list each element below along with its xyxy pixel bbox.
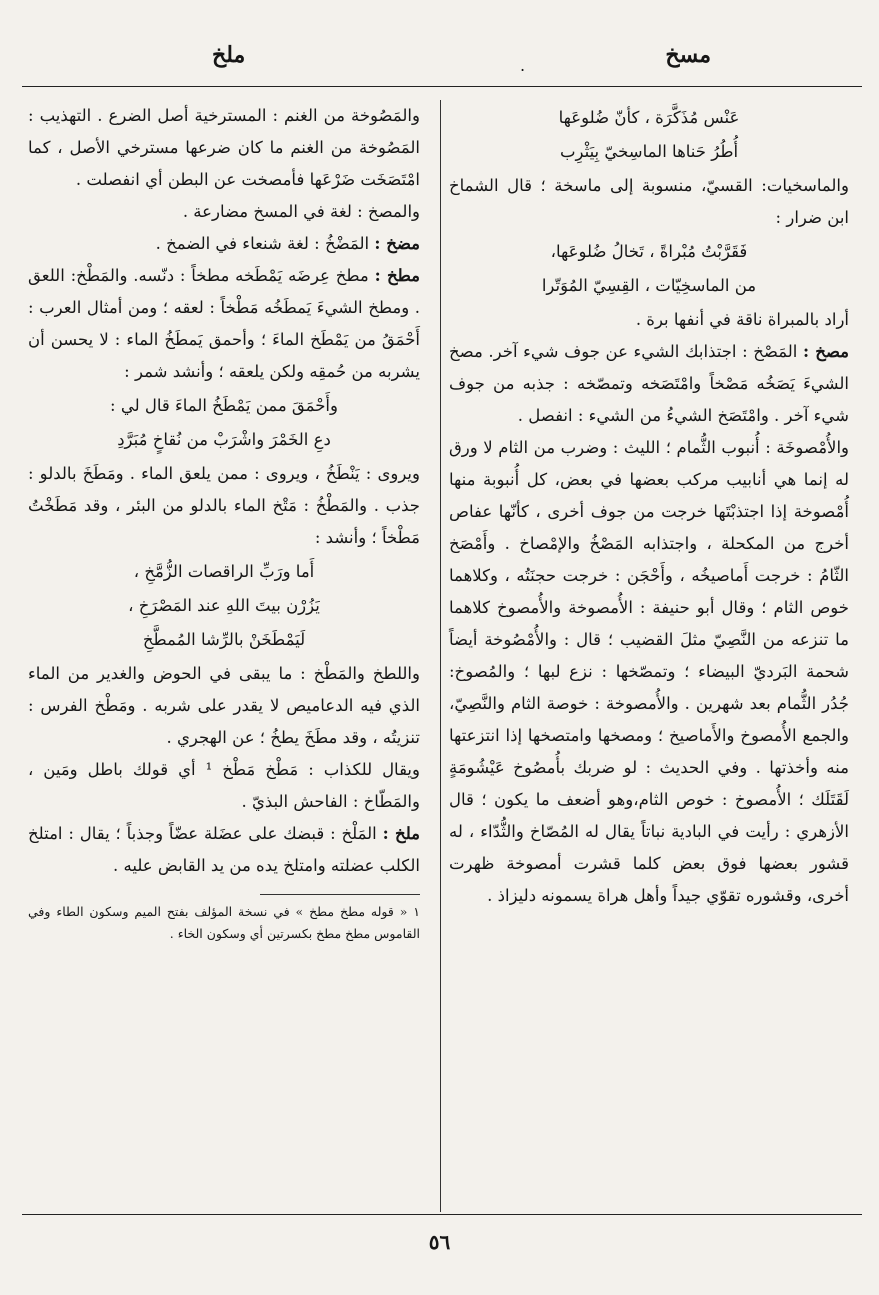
verse-line: أُطُرُ حَناها الماسِخيّ بِيَثْرِب	[559, 142, 739, 161]
entry-headword: ملخ :	[382, 824, 420, 843]
page-number: ٥٦	[428, 1230, 451, 1254]
paragraph: والأُمْصوخَة : أُنبوب الثُّمام ؛ الليث : وضرب من الثام لا ورق له إنما هي أنابيب مركب بعضها في بعض، كل أُنبوبة منها أُمْصوخة إذا اجتذبْتَها خرجت من جوف أخرى ، كأنّها عفاص أخرج من المكحلة ، واجتذابه المَصْخُ والإمْصاخ . وأَمْصَخ الثّامُ : خرجت أَماصيخُه ، وأَحْجَن : خرجت حجنَتُه ، وكلاهما خوص الثام ؛ وقال أبو حنيفة : الأُمصوخة والأُمصوخ كلاهما ما تنزعه من النَّصِيّ مثلَ القضيب ؛ قال : والأُمْصُوخة أيضاً شحمة البَرديّ البيضاء ؛ وتمصّخها : نزع لبها ؛ والمُصوخ: جُدُر الثُّمام بعد شهرين . والأُمصوخة : خوصة الثام والنَّصِيّ، والجمع الأُمصوخ والأَماصيخ ؛ ومصخها وامتصخها إذا انتزعتها منه وأخذتها . وفي الحديث : لو ضربك بأُمصُوخ عَيْشُومَةٍ لَقَتَلَك ؛ الأُمصوخ : خوص الثام،وهو أضعف ما يكون ؛ قال الأزهري : رأيت في البادية نباتاً يقال له المُصّاخ والثُّدّاء ، له قشور بعضها فوق بعض كلما قشرت أمصوخة ظهرت أخرى، وقشوره تقوّي جيداً وأهل هراة يسمونه دليزاذ .	[449, 438, 849, 905]
entry-text: المَصْخ : اجتذابك الشيء عن جوف شيء آخر. مصخ الشيءَ يَصَخُه مَصْخاً وامْتَصَخه وتمصّخه : جذبه من جوف شيء آخر . وامْتَصَخ الشيءُ من الشيء : انفصل .	[449, 342, 849, 425]
entry-text: مطخ عِرضَه يَمْطَخه مطخاً : دنّسه. والمَطْخ: اللعق . ومطخ الشيءَ يَمطَخُه مَطْخاً : لعقه ؛ ومن أمثال العرب : أَحْمَقُ من يَمْطَخ الماءَ ؛ وأحمق يَمطَخُ الماء : لا يحسن أن يشربه من حُمقِه ولكن يلعقه ؛ وأنشد شمر :	[28, 266, 420, 381]
entry-headword: مصخ :	[803, 342, 849, 361]
header-word-right: مسخ	[665, 42, 711, 68]
verse-line: لَيَمْطَخَنْ بالرِّشا المُمطَّخِ	[142, 630, 306, 649]
footer-rule	[22, 1214, 862, 1215]
paragraph: ويروى : يَنْطَخُ ، ويروى : ممن يلعق الماء . ومَطَخَ بالدلو : جذب . والمَطْخُ : مَتْخ الماء بالدلو من البئر ، وقد مَطَخْتُ مَطْخاً ؛ وأنشد :	[28, 464, 420, 547]
header-dot: .	[520, 56, 526, 75]
paragraph: أراد بالمبراة ناقة في أنفها برة .	[635, 310, 849, 329]
verse-line: وأَحْمَقَ ممن يَمْطَخُ الماءَ قال لي :	[110, 396, 338, 415]
footnote-rule	[260, 894, 420, 895]
right-column	[449, 100, 849, 912]
left-column	[28, 100, 420, 945]
entry-headword: مضخ :	[374, 234, 420, 253]
column-separator	[440, 100, 441, 1212]
header-rule	[22, 86, 862, 87]
entry-paragraph	[449, 336, 849, 432]
entry-paragraph	[28, 260, 420, 388]
entry-headword: مطخ :	[374, 266, 421, 285]
entry-text: المَلْخ : قبضك على عضَلة عضّاً وجذباً ؛ يقال : امتلخ الكلب عضلته وامتلخ يده من يد القابض عليه .	[28, 824, 420, 875]
entry-text: المَضْخُ : لغة شنعاء في الضمخ .	[155, 234, 370, 253]
verse-line: فَقَرَّبْتُ مُبْراةً ، تَخالُ ضُلوعَها،	[550, 242, 748, 261]
paragraph: واللطخ والمَطْخ : ما يبقى في الحوض والغدير من الماء الذي فيه الدعاميص لا يقدر على شربه . ومَطْخ الفرس : تنزيتُه ، وقد مطَخَ يطخُ ؛ عن الهجري .	[28, 664, 420, 747]
verse-line: أَما ورَبِّ الراقصات الزُّمَّخِ ،	[133, 562, 315, 581]
verse-line: يَزُرْن بيتَ اللهِ عند المَصْرَخِ ،	[128, 596, 320, 615]
paragraph: والمصخ : لغة في المسخ مضارعة .	[182, 202, 420, 221]
entry-paragraph	[28, 818, 420, 882]
paragraph: والمَصُوخة من الغنم : المسترخية أصل الضرع . التهذيب : المَصُوخة من الغنم ما كان ضرعها مسترخي الأصل ، كما امْتَصَخَت ضَرْعَها فأمصخت عن البطن أي انفصلت .	[28, 106, 420, 189]
entry-paragraph	[28, 228, 420, 260]
footnote: ١ « قوله مطخ مطخ » في نسخة المؤلف بفتح الميم وسكون الطاء وفي القاموس مطخ مطخ بكسرتين أي وسكون الخاء .	[28, 904, 420, 941]
verse-line: عَنْس مُذَكَّرَة ، كأنّ ضُلوعَها	[558, 108, 740, 127]
paragraph: والماسخيات: القسيّ، منسوبة إلى ماسخة ؛ قال الشماخ ابن ضرار :	[449, 176, 849, 227]
header-word-left: ملخ	[212, 42, 246, 68]
verse-line: من الماسخِيّات ، القِسِيّ المُوَتّرا	[541, 276, 757, 295]
paragraph: ويقال للكذاب : مَطْخ مَطْخ ¹ أي قولك باطل ومَين ، والمَطّاخ : الفاحش البذيّ .	[28, 760, 420, 811]
verse-line: دعِ الخَمْرَ واشْرَبْ من نُقاخٍ مُبَرَّدِ	[117, 430, 331, 449]
